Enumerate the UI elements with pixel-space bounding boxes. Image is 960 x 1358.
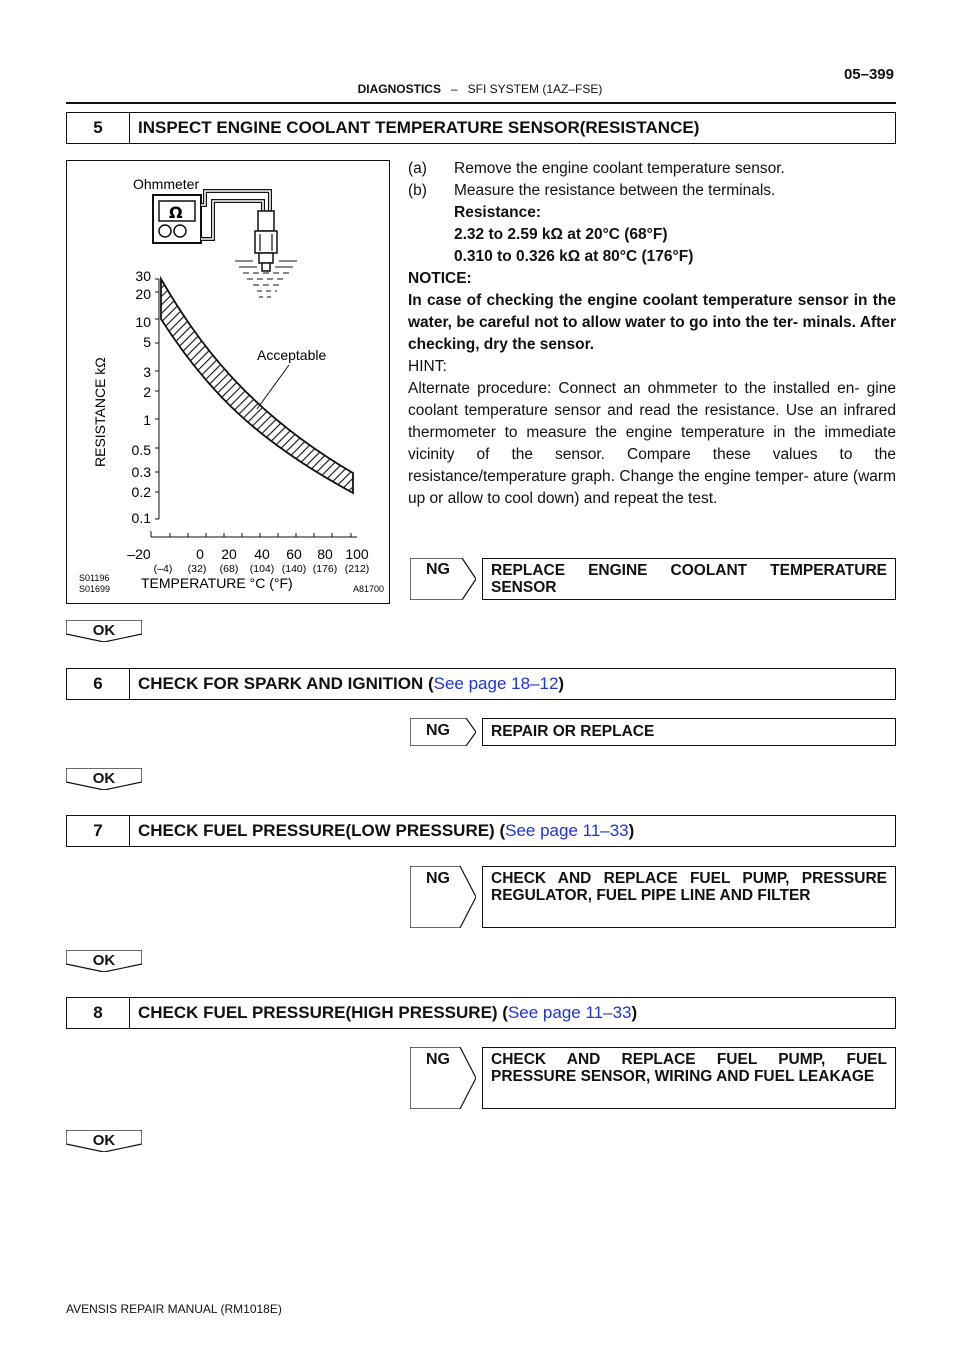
x-tick-label: 80 <box>317 546 333 562</box>
ng-label: NG <box>426 561 450 578</box>
ng-label: NG <box>426 722 450 739</box>
step-title-text: CHECK FUEL PRESSURE(HIGH PRESSURE) ( <box>138 1003 508 1022</box>
see-page-link[interactable]: See page 18–12 <box>433 674 559 693</box>
y-axis-label: RESISTANCE kΩ <box>92 357 108 467</box>
ok-tab <box>66 620 142 642</box>
ok-label: OK <box>92 770 116 787</box>
x-tick-label: 60 <box>286 546 302 562</box>
y-tick-label: 20 <box>135 286 151 302</box>
ok-label: OK <box>92 952 116 969</box>
x-tick-label: 20 <box>221 546 237 562</box>
y-tick-label: 0.5 <box>131 442 151 458</box>
y-tick-label: 1 <box>143 412 151 428</box>
y-tick-label: 5 <box>143 334 151 350</box>
figure-code: A81700 <box>353 584 385 594</box>
ng-label: NG <box>426 870 450 887</box>
step-title-close: ) <box>631 1003 638 1022</box>
y-axis <box>155 279 159 519</box>
y-tick-labels <box>132 268 152 526</box>
ng-result-6 <box>410 718 896 746</box>
ng-result-5 <box>410 558 896 600</box>
step-title <box>130 1003 637 1023</box>
x-axis <box>151 531 357 537</box>
ng-action: CHECK AND REPLACE FUEL PUMP, FUEL PRESSURE SENSOR, WIRING AND FUEL LEAKAGE <box>482 1047 896 1109</box>
figure-code: S01699 <box>79 584 111 594</box>
acceptable-leader <box>257 365 289 409</box>
x-tick-label-f: (–4) <box>153 563 173 575</box>
see-page-link[interactable]: See page 11–33 <box>505 821 629 840</box>
page-footer: AVENSIS REPAIR MANUAL (RM1018E) <box>66 1302 282 1316</box>
x-tick-label: 40 <box>254 546 270 562</box>
y-tick-label: 2 <box>143 384 151 400</box>
y-tick-label: 0.3 <box>131 464 151 480</box>
spec-label: Resistance: <box>454 204 542 221</box>
acceptable-band <box>161 279 353 493</box>
notice-label: NOTICE: <box>408 270 472 287</box>
x-tick-labels-f <box>154 563 370 575</box>
acceptable-label: Acceptable <box>257 347 327 363</box>
see-page-link[interactable]: See page 11–33 <box>507 1003 632 1022</box>
ok-tab <box>66 768 142 790</box>
step-5-bar <box>66 112 896 144</box>
ng-result-8 <box>410 1047 896 1109</box>
ohmmeter-label: Ohmmeter <box>133 176 200 192</box>
ok-tab <box>66 1130 142 1152</box>
hint-label: HINT: <box>408 358 447 375</box>
ng-action: REPLACE ENGINE COOLANT TEMPERATURE SENSOR <box>482 558 896 600</box>
instruction-key: (b) <box>408 182 427 199</box>
coolant-sensor-icon <box>235 211 297 297</box>
y-tick-label: 10 <box>135 314 151 330</box>
page-number: 05–399 <box>843 66 894 83</box>
header-subsection: SFI SYSTEM (1AZ–FSE) <box>467 82 603 96</box>
step-title-close: ) <box>558 674 565 693</box>
ng-label: NG <box>426 1051 450 1068</box>
step-title-text: CHECK FOR SPARK AND IGNITION ( <box>138 674 434 693</box>
step-8-bar <box>66 997 896 1029</box>
x-tick-label-f: (104) <box>249 563 275 575</box>
x-tick-label-f: (32) <box>187 563 207 575</box>
step-number: 8 <box>67 998 130 1028</box>
instruction-text: Measure the resistance between the terminals. <box>454 182 776 199</box>
x-tick-label: –20 <box>127 546 151 562</box>
header-rule <box>66 102 896 104</box>
sensor-resistance-figure <box>66 160 390 604</box>
x-tick-label-f: (176) <box>312 563 338 575</box>
y-tick-label: 3 <box>143 364 151 380</box>
step-title-close: ) <box>628 821 635 840</box>
step-number: 5 <box>67 113 130 143</box>
y-tick-label: 0.2 <box>131 484 151 500</box>
x-tick-labels-c <box>127 546 369 562</box>
step-title <box>130 674 564 694</box>
instruction-text: Remove the engine coolant temperature sensor. <box>454 160 785 177</box>
ng-result-7 <box>410 866 896 928</box>
step-title-text: CHECK FUEL PRESSURE(LOW PRESSURE) ( <box>138 821 506 840</box>
ng-action: CHECK AND REPLACE FUEL PUMP, PRESSURE REGULATOR, FUEL PIPE LINE AND FILTER <box>482 866 896 928</box>
x-tick-label-f: (68) <box>219 563 239 575</box>
instruction-key: (a) <box>408 160 427 177</box>
step-7-bar <box>66 815 896 847</box>
instruction-a <box>408 158 896 180</box>
step-title <box>130 821 634 841</box>
y-tick-label: 30 <box>135 268 151 284</box>
ok-label: OK <box>92 1132 116 1149</box>
notice-text: In case of checking the engine coolant temperature sensor in the water, be careful not to allow water to go into the ter- minals. After checking, dry the sensor. <box>408 292 896 353</box>
step-number: 6 <box>67 669 130 699</box>
step-6-bar <box>66 668 896 700</box>
step-5-instructions <box>408 158 896 510</box>
x-tick-label-f: (212) <box>344 563 370 575</box>
x-axis-label: TEMPERATURE °C (°F) <box>141 575 293 591</box>
x-tick-label: 0 <box>196 546 204 562</box>
header-section: DIAGNOSTICS <box>357 82 441 96</box>
x-tick-label: 100 <box>345 546 369 562</box>
figure-code: S01196 <box>79 573 110 583</box>
hint-text: Alternate procedure: Connect an ohmmeter to the installed en- gine coolant temperature sensor and read the resistance. Use an infrared thermometer to measure the engine temperature in the immediate vicinity of the sensor. Compare these values to the resistance/temperature graph. Change the engine temper- ature (warm up or allow to cool down) and repeat the test. <box>408 380 896 507</box>
step-number: 7 <box>67 816 130 846</box>
x-tick-label-f: (140) <box>281 563 307 575</box>
ok-tab <box>66 950 142 972</box>
ohm-symbol: Ω <box>169 203 183 222</box>
spec-value: 2.32 to 2.59 kΩ at 20°C (68°F) <box>454 226 668 243</box>
header-separator: – <box>450 82 458 96</box>
ng-action: REPAIR OR REPLACE <box>482 718 896 746</box>
y-tick-label: 0.1 <box>131 510 151 526</box>
figure-svg <box>67 161 389 603</box>
spec-value: 0.310 to 0.326 kΩ at 80°C (176°F) <box>454 248 694 265</box>
page-header <box>0 82 960 96</box>
instruction-b <box>408 180 896 202</box>
step-title: INSPECT ENGINE COOLANT TEMPERATURE SENSOR(RESISTANCE) <box>138 118 700 137</box>
ok-label: OK <box>92 622 116 639</box>
